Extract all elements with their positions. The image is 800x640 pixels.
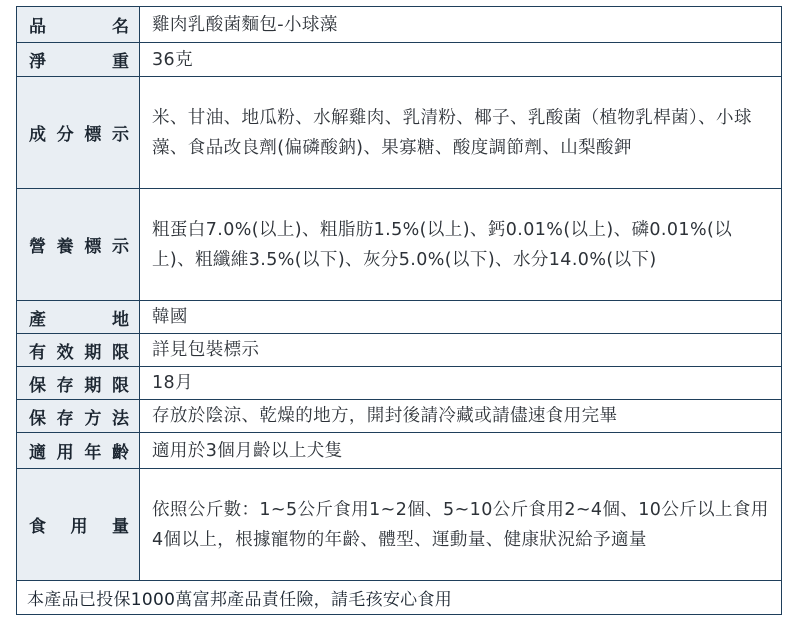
- label-char: 保: [29, 375, 46, 396]
- row-label-ingredients: [17, 77, 140, 189]
- label-char: 品: [29, 17, 46, 37]
- row-nutrition: [17, 189, 782, 301]
- row-ingredients: [17, 77, 782, 189]
- label-char: 成: [29, 125, 46, 145]
- row-storage: [17, 400, 782, 433]
- row-label-name: [17, 7, 140, 43]
- label-chars: [17, 120, 139, 145]
- label-char: 產: [29, 309, 46, 330]
- label-char: 存: [56, 375, 74, 396]
- label-chars: [17, 512, 139, 537]
- row-value-name: 雞肉乳酸菌麵包-小球藻: [140, 7, 782, 43]
- label-chars: [17, 47, 139, 72]
- row-name: [17, 7, 782, 43]
- label-char: 地: [112, 309, 129, 330]
- label-chars: [17, 338, 139, 363]
- label-char: 淨: [29, 52, 46, 72]
- label-char: 養: [56, 237, 74, 257]
- label-chars: [17, 232, 139, 257]
- label-char: 效: [56, 342, 74, 363]
- label-char: 有: [29, 342, 46, 363]
- label-char: 分: [56, 125, 74, 145]
- footer-row: [17, 581, 782, 615]
- label-char: 存: [56, 408, 74, 429]
- label-char: 用: [70, 517, 88, 537]
- label-chars: [17, 371, 139, 396]
- label-char: 保: [29, 408, 46, 429]
- label-char: 標: [84, 237, 102, 257]
- row-label-feeding-amount: [17, 469, 140, 581]
- row-shelf-life: [17, 367, 782, 400]
- row-value-feeding-amount: 依照公斤數：1~5公斤食用1~2個、5~10公斤食用2~4個、10公斤以上食用4個以上，根據寵物的年齡、體型、運動量、健康狀況給予適量: [140, 469, 782, 581]
- label-char: 期: [84, 375, 102, 396]
- row-feeding-amount: [17, 469, 782, 581]
- row-label-storage: [17, 400, 140, 433]
- row-label-origin: [17, 301, 140, 334]
- label-char: 營: [29, 237, 46, 257]
- label-char: 用: [56, 443, 74, 463]
- label-char: 重: [112, 52, 129, 72]
- row-origin: [17, 301, 782, 334]
- row-label-age: [17, 433, 140, 469]
- row-label-expiry: [17, 334, 140, 367]
- row-value-age: 適用於3個月齡以上犬隻: [140, 433, 782, 469]
- row-value-nutrition: 粗蛋白7.0%(以上)、粗脂肪1.5%(以上)、鈣0.01%(以上)、磷0.01%(以上)、粗纖維3.5%(以下)、灰分5.0%(以下)、水分14.0%(以下): [140, 189, 782, 301]
- row-label-weight: [17, 43, 140, 77]
- label-char: 量: [112, 517, 129, 537]
- row-expiry: [17, 334, 782, 367]
- label-chars: [17, 12, 139, 37]
- label-char: 名: [112, 17, 129, 37]
- row-value-origin: 韓國: [140, 301, 782, 334]
- label-char: 期: [84, 342, 102, 363]
- row-value-ingredients: 米、甘油、地瓜粉、水解雞肉、乳清粉、椰子、乳酸菌（植物乳桿菌）、小球藻、食品改良劑(偏磷酸鈉)、果寡糖、酸度調節劑、山梨酸鉀: [140, 77, 782, 189]
- label-char: 食: [29, 517, 46, 537]
- label-char: 齡: [111, 443, 129, 463]
- label-chars: [17, 305, 139, 330]
- row-value-shelf-life: 18月: [140, 367, 782, 400]
- product-spec-table: [16, 6, 782, 615]
- label-char: 限: [111, 342, 129, 363]
- label-chars: [17, 404, 139, 429]
- label-char: 限: [111, 375, 129, 396]
- insurance-note: 本產品已投保1000萬富邦產品責任險，請毛孩安心食用: [17, 581, 782, 615]
- label-chars: [17, 438, 139, 463]
- label-char: 法: [111, 408, 129, 429]
- label-char: 方: [84, 408, 102, 429]
- row-label-nutrition: [17, 189, 140, 301]
- row-weight: [17, 43, 782, 77]
- row-age: [17, 433, 782, 469]
- label-char: 適: [29, 443, 46, 463]
- label-char: 示: [111, 237, 129, 257]
- label-char: 示: [111, 125, 129, 145]
- row-value-expiry: 詳見包裝標示: [140, 334, 782, 367]
- label-char: 標: [84, 125, 102, 145]
- label-char: 年: [84, 443, 102, 463]
- row-label-shelf-life: [17, 367, 140, 400]
- row-value-storage: 存放於陰涼、乾燥的地方，開封後請冷藏或請儘速食用完畢: [140, 400, 782, 433]
- row-value-weight: 36克: [140, 43, 782, 77]
